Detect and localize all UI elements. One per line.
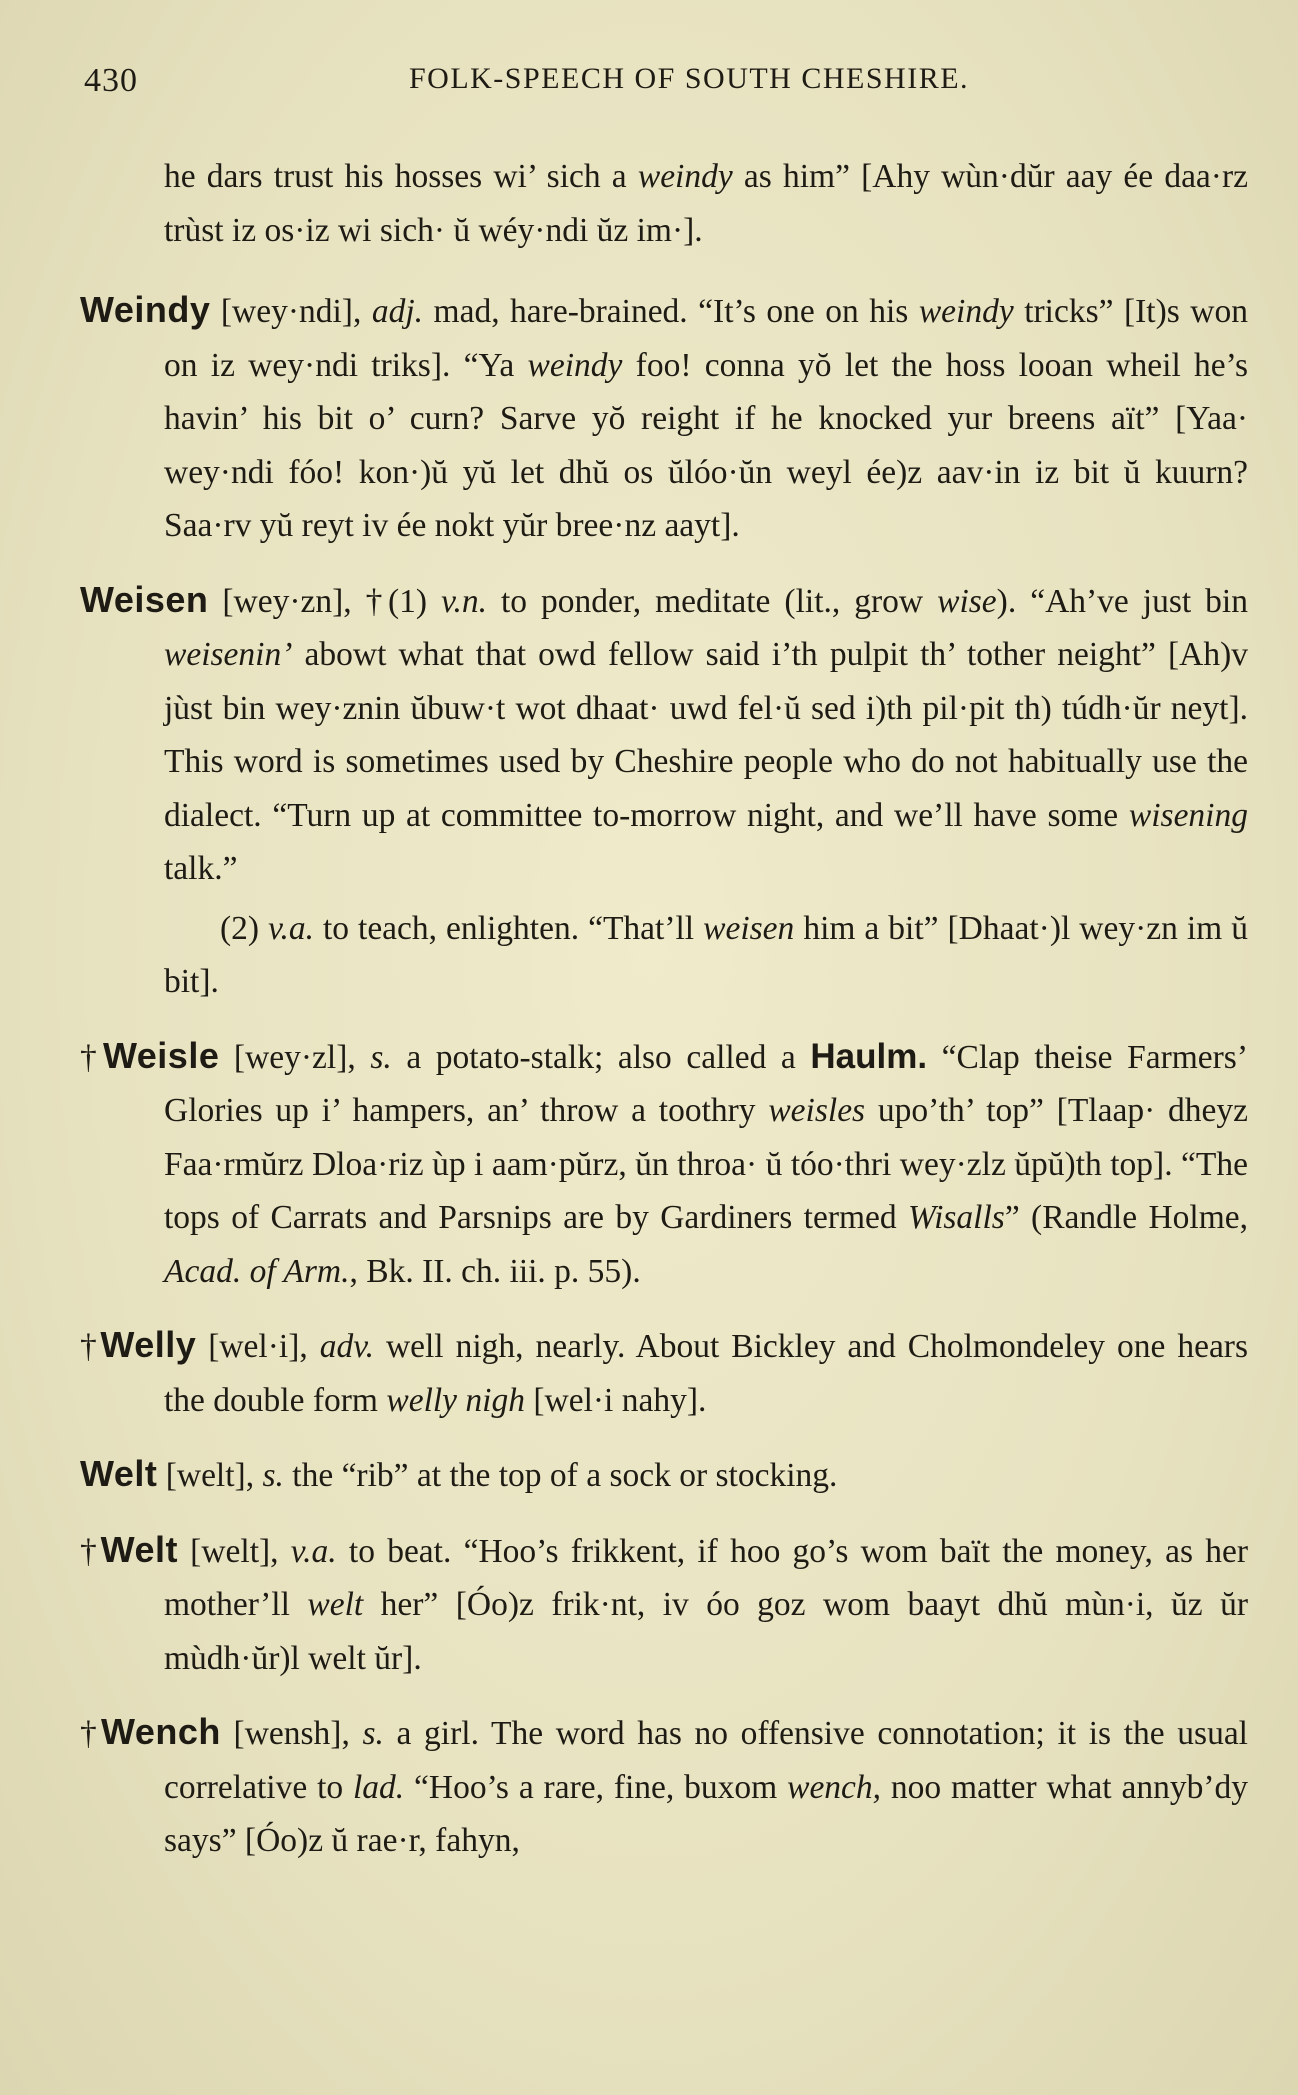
dagger-mark: †: [80, 1328, 101, 1365]
part-of-speech: s.: [362, 1715, 384, 1752]
headword: Weindy: [80, 289, 211, 330]
entry-weisen-sense-2: (2) v.a. to teach, enlighten. “That’ll weisen him a bit” [Dhaat·)l wey·zn im ŭ bit].: [164, 909, 1248, 1000]
entry-welt-noun: Welt [welt], s. the “rib” at the top of a sock or stocking.: [80, 1453, 838, 1494]
page-number: 430: [84, 62, 138, 99]
part-of-speech: adv.: [319, 1328, 374, 1365]
headword: Wench: [101, 1711, 221, 1752]
part-of-speech: v.a.: [268, 909, 314, 947]
headword: Welt: [80, 1453, 158, 1494]
entry-welly: †Welly [wel·i], adv. well nigh, nearly. About Bickley and Cholmondeley one hears the double form welly nigh [wel·i nahy].: [80, 1324, 1249, 1419]
part-of-speech: adj.: [371, 293, 424, 330]
headword: Weisen: [80, 578, 209, 620]
entry-weisle: †Weisle [wey·zl], s. a potato-stalk; also called a Haulm. “Clap theise Farmers’ Glories up i’ hampers, an’ throw a toothry weisles upo’th’ top” [Tlaap· dheyz Faa·rmŭrz Dloa·riz ùp i aam·pŭrz, ŭn throa· ŭ tóo·thri wey·zlz ŭpŭ)th top]. “The tops of Carrats and Parsnips are by Gardiners termed Wisalls” (Randle Holme, Acad. of Arm., Bk. II. ch. iii. p. 55).: [80, 1034, 1249, 1290]
part-of-speech: v.n.: [441, 582, 487, 620]
dagger-mark: †: [80, 1038, 103, 1076]
entry-welt-verb: †Welt [welt], v.a. to beat. “Hoo’s frikkent, if hoo go’s wom baït the money, as her mother’ll welt her” [Óo)z frik·nt, iv óo goz wom baayt dhŭ mùn·i, ŭz ŭr mùdh·ŭr)l welt ŭr].: [80, 1528, 1248, 1677]
running-title: FOLK-SPEECH OF SOUTH CHESHIRE.: [408, 62, 970, 95]
dagger-mark: †: [80, 1715, 102, 1752]
part-of-speech: s.: [262, 1457, 284, 1494]
entry-weisen: Weisen [wey·zn], †(1) v.n. to ponder, meditate (lit., grow wise). “Ah’ve just bin weisenin’ abowt what that owd fellow said i’th pulpit th’ tother neight” [Ah)v jùst bin wey·znin ŭbuw·t wot dhaat· uwd fel·ŭ sed i)th pil·pit th) túdh·ŭr neyt]. This word is sometimes used by Cheshire people who do not habitually use the dialect. “Turn up at committee to-morrow night, and we’ll have some wisening talk.”: [80, 578, 1248, 887]
page-header: [84, 62, 1234, 112]
continued-entry: he dars trust his hosses wi’ sich a weindy as him” [Ahy wùn·dŭr aay ée daa·rz trùst iz os·iz wi sich· ŭ wéy·ndi ŭz im·].: [164, 158, 1248, 249]
dictionary-text: [80, 150, 1248, 1888]
entry-wench: †Wench [wensh], s. a girl. The word has no offensive connotation; it is the usual correlative to lad. “Hoo’s a rare, fine, buxom wench, noo matter what annyb’dy says” [Óo)z ŭ rae·r, fahyn,: [80, 1711, 1248, 1859]
cross-reference: Haulm.: [810, 1036, 928, 1076]
headword: Weisle: [102, 1034, 220, 1076]
headword: Welly: [100, 1324, 197, 1365]
entry-weindy: Weindy [wey·ndi], adj. mad, hare-brained. “It’s one on his weindy tricks” [It)s won on iz wey·ndi triks]. “Ya weindy foo! conna yŏ let the hoss looan wheil he’s havin’ his bit o’ curn? Sarve yŏ reight if he knocked yur breens aït” [Yaa· wey·ndi fóo! kon·)ŭ yŭ let dhŭ os ŭlóo·ŭn weyl ée)z aav·in iz bit ŭ kuurn? Saa·rv yŭ reyt iv ée nokt yŭr bree·nz aayt].: [80, 289, 1248, 544]
part-of-speech: v.a.: [290, 1532, 337, 1570]
part-of-speech: s.: [370, 1038, 392, 1076]
headword: Welt: [100, 1528, 178, 1570]
dagger-mark: †: [80, 1532, 101, 1570]
